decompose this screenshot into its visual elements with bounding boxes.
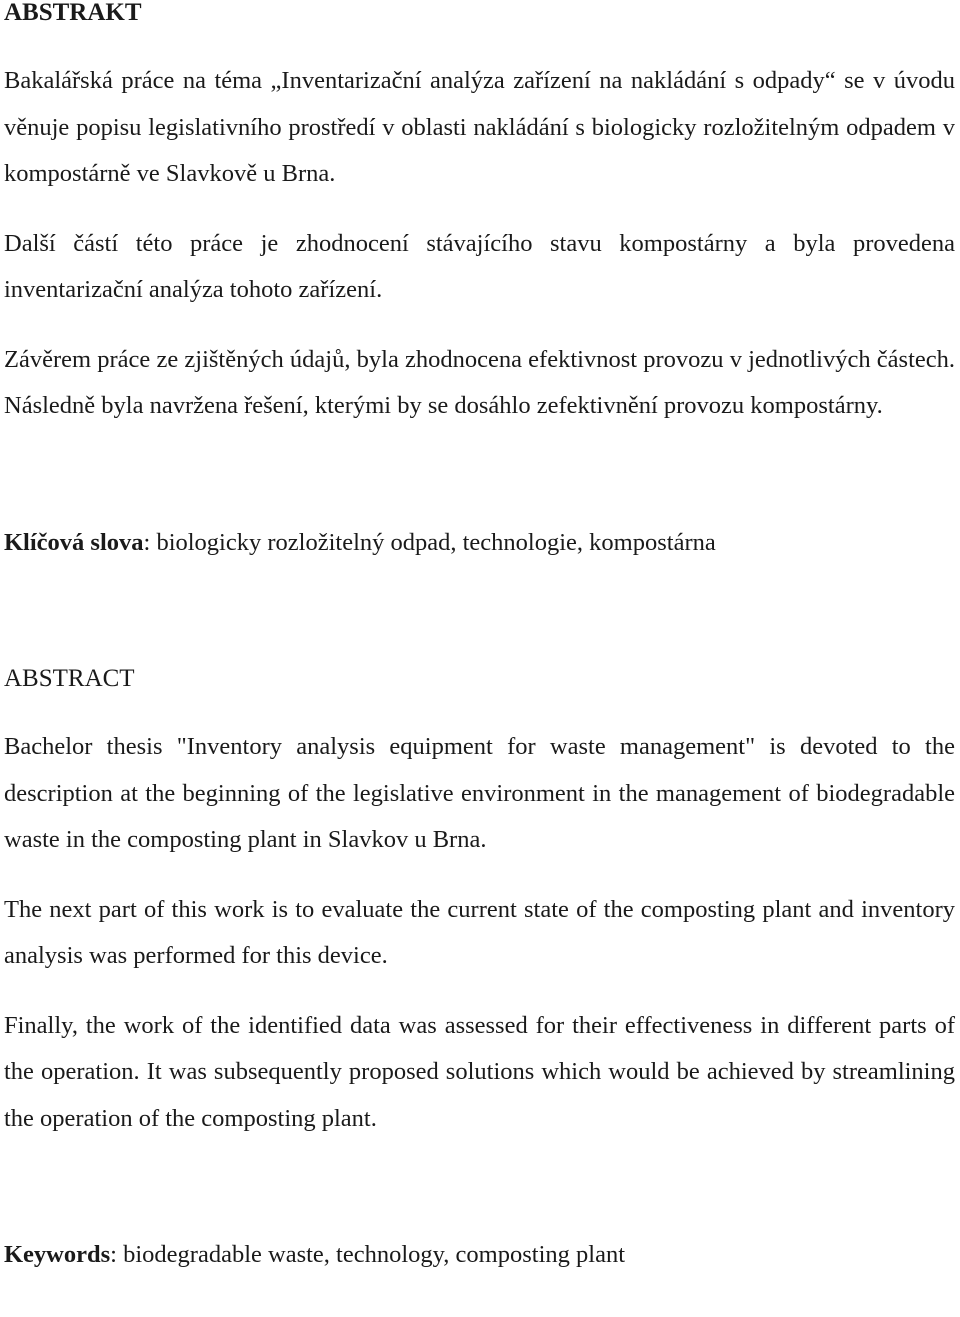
abstract-paragraph-2: The next part of this work is to evaluate the current state of the composting plant and inventory analysis was performed for this device. bbox=[4, 895, 955, 969]
keywords-text: : biodegradable waste, technology, composting plant bbox=[110, 1241, 625, 1268]
abstrakt-paragraph-1: Bakalářská práce na téma „Inventarizační analýza zařízení na nakládání s odpady“ se v úvodu věnuje popisu legislativního prostředí v oblasti nakládání s biologicky rozložitelným odpadem v kompostárně ve Slavkově u Brna. bbox=[4, 67, 955, 187]
abstract-paragraph-1: Bachelor thesis "Inventory analysis equipment for waste management" is devoted to the description at the beginning of the legislative environment in the management of biodegradable waste in the composting plant in Slavkov u Brna. bbox=[4, 733, 955, 853]
klicova-slova-text: : biologicky rozložitelný odpad, technologie, kompostárna bbox=[143, 528, 716, 556]
keywords-label: Keywords bbox=[4, 1241, 111, 1268]
abstrakt-paragraph-2: Další částí této práce je zhodnocení stávajícího stavu kompostárny a byla provedena inventarizační analýza tohoto zařízení. bbox=[4, 229, 955, 303]
klicova-slova-label: Klíčová slova bbox=[4, 528, 144, 556]
abstrakt-heading: ABSTRAKT bbox=[4, 0, 142, 26]
keywords-line bbox=[4, 1232, 955, 1279]
document-page bbox=[4, 0, 955, 1279]
klicova-slova-line bbox=[4, 520, 955, 567]
abstrakt-paragraph-3: Závěrem práce ze zjištěných údajů, byla zhodnocena efektivnost provozu v jednotlivých částech. Následně byla navržena řešení, kterými by se dosáhlo zefektivnění provozu kompostárny. bbox=[4, 345, 955, 419]
abstract-heading: ABSTRACT bbox=[4, 665, 135, 692]
abstract-paragraph-3: Finally, the work of the identified data was assessed for their effectiveness in different parts of the operation. It was subsequently proposed solutions which would be achieved by streamlining the operation of the composting plant. bbox=[4, 1011, 955, 1132]
